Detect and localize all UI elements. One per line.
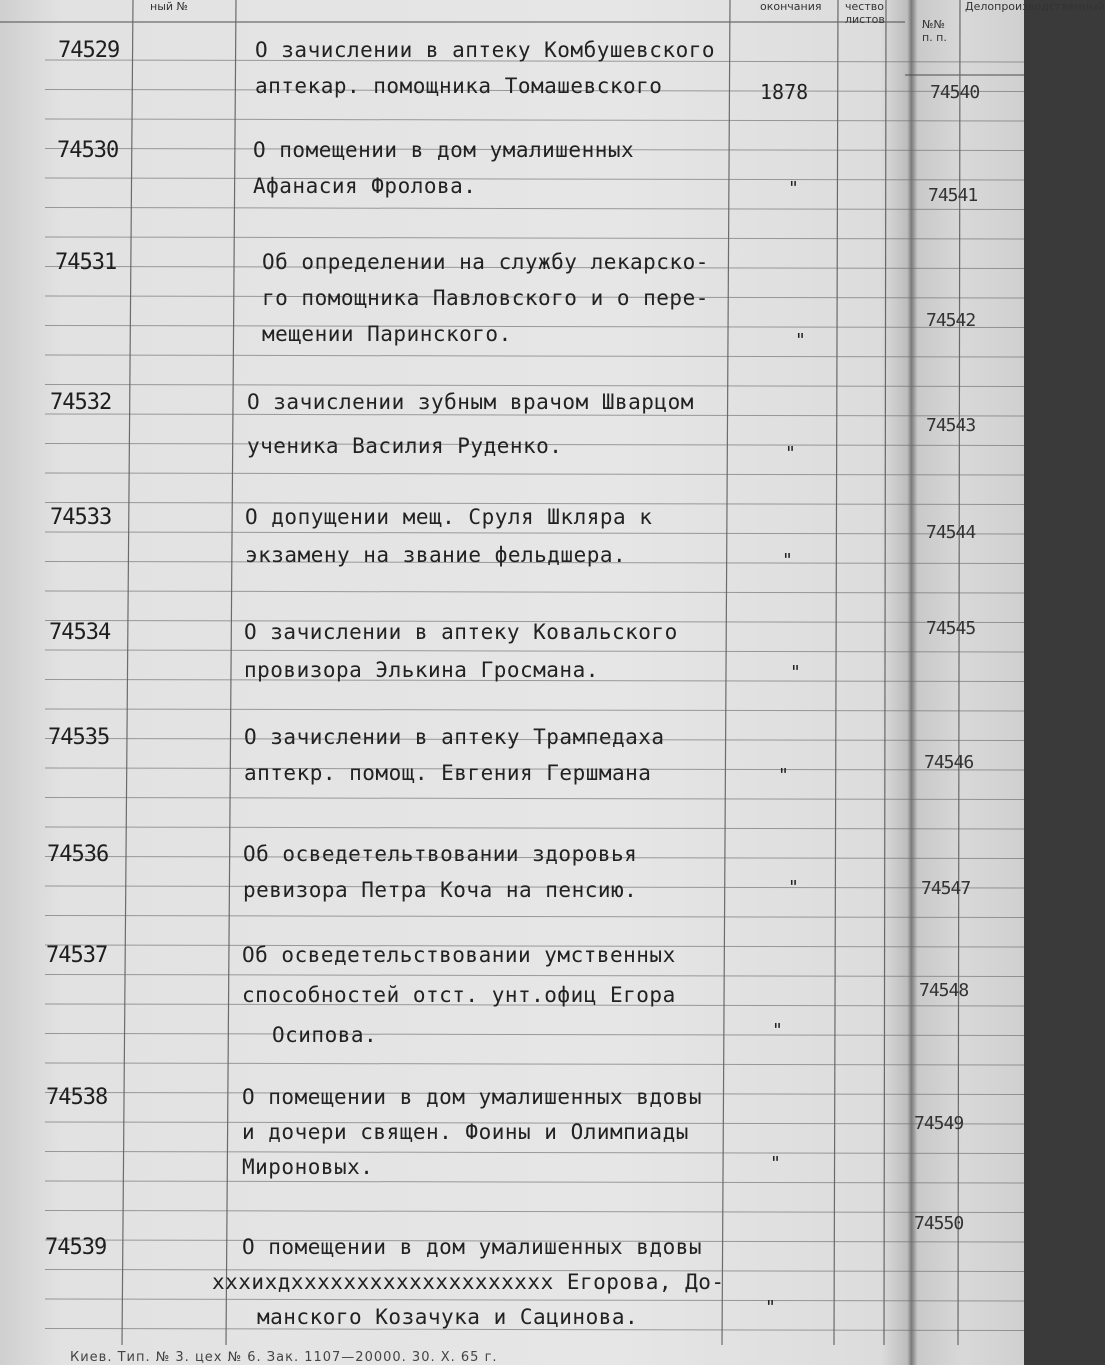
record-description-line: xxxиxдxxxxxxxxxxxxxxxxxxxx Егорова, До-: [212, 1270, 725, 1294]
record-description-line: аптекар. помощника Томашевского: [255, 74, 663, 98]
ruling-line: [45, 1211, 1024, 1213]
ruling-line: [45, 178, 1024, 180]
header-end-date: окончания: [760, 0, 822, 13]
ruling-line: [45, 1034, 1024, 1036]
right-page-record-number: 74544: [926, 522, 976, 543]
record-date-ditto: ": [790, 662, 801, 683]
right-page-record-number: 74547: [921, 878, 971, 899]
right-page-record-number: 74546: [924, 752, 974, 773]
record-description-line: ревизора Петра Коча на пенсию.: [243, 878, 638, 902]
header-right-number: №№ п. п.: [922, 18, 947, 44]
record-date-ditto: ": [772, 1020, 783, 1041]
record-date-ditto: ": [788, 178, 799, 199]
header-sheet-count: чество листов: [845, 0, 885, 26]
record-description-line: Об осведетельтвовании здоровья: [243, 842, 638, 866]
record-number: 74530: [57, 138, 119, 163]
record-date-ditto: ": [782, 550, 793, 571]
record-number: 74536: [47, 842, 109, 867]
ruling-line: [45, 237, 1024, 239]
record-date-ditto: ": [795, 330, 806, 351]
record-number: 74539: [45, 1235, 107, 1260]
ruling-line: [45, 650, 1024, 652]
record-number: 74538: [46, 1085, 108, 1110]
right-page-record-number: 74542: [926, 310, 976, 331]
record-description-line: способностей отст. унт.офиц Егора: [242, 983, 676, 1007]
ruling-line: [45, 709, 1024, 711]
ruling-line: [45, 355, 1024, 357]
right-page-record-number: 74540: [930, 82, 980, 103]
record-description-line: аптекр. помощ. Евгения Гершмана: [244, 761, 652, 785]
right-page-record-number: 74545: [926, 618, 976, 639]
print-footer: Киев. Тип. № 3. цех № 6. Зак. 1107—20000. 30. X. 65 г.: [70, 1350, 498, 1365]
record-date: 1878: [760, 80, 809, 104]
record-number: 74535: [48, 725, 110, 750]
record-description-line: и дочери священ. Фоины и Олимпиады: [242, 1120, 689, 1144]
record-number: 74537: [46, 943, 108, 968]
ruling-line: [45, 1299, 1024, 1301]
record-date-ditto: ": [770, 1153, 781, 1174]
record-number: 74529: [58, 38, 120, 63]
ruling-line: [45, 591, 1024, 593]
record-number: 74532: [50, 390, 112, 415]
record-date-ditto: ": [765, 1297, 776, 1318]
ruling-line: [45, 798, 1024, 800]
record-description-line: О зачислении в аптеку Ковальского: [244, 620, 678, 644]
right-page-record-number: 74549: [914, 1113, 964, 1134]
right-page-record-number: 74541: [928, 185, 978, 206]
record-date-ditto: ": [788, 877, 799, 898]
ruling-line: [45, 208, 1024, 210]
right-page-record-number: 74548: [919, 980, 969, 1001]
header-right-record: Делопроизводственный: [965, 0, 1105, 13]
record-description-line: О зачислении в аптеку Комбушевского: [255, 38, 716, 62]
record-description-line: О допущении мещ. Сруля Шкляра к: [245, 505, 653, 529]
record-description-line: Афанасия Фролова.: [253, 174, 477, 198]
record-description-line: Об определении на службу лекарско-: [262, 250, 709, 274]
record-number: 74534: [49, 620, 111, 645]
record-description-line: О помещении в дом умалишенных вдовы: [242, 1085, 703, 1109]
ruling-line: [45, 1181, 1024, 1183]
record-number: 74533: [50, 505, 112, 530]
record-date-ditto: ": [785, 443, 796, 464]
record-description-line: О помещении в дом умалишенных вдовы: [242, 1235, 703, 1259]
right-page-record-number: 74550: [914, 1213, 964, 1234]
ruling-line: [45, 827, 1024, 829]
ruling-line: [45, 326, 1024, 328]
record-description-line: О зачислении в аптеку Трампедаха: [244, 725, 665, 749]
ruling-line: [45, 975, 1024, 977]
record-description-line: мещении Паринского.: [262, 322, 512, 346]
ruling-line: [45, 385, 1024, 387]
record-description-line: манского Козачука и Сацинова.: [257, 1305, 639, 1329]
ruling-line: [45, 532, 1024, 534]
record-description-line: О помещении в дом умалишенных: [253, 138, 635, 162]
ruling-line: [45, 473, 1024, 475]
header-number-fragment: ный №: [150, 0, 188, 13]
record-description-line: Осипова.: [272, 1023, 378, 1047]
ruling-line: [45, 1152, 1024, 1154]
ruling-line: [45, 916, 1024, 918]
record-description-line: О зачислении зубным врачом Шварцом: [247, 390, 694, 414]
record-description-line: провизора Элькина Гросмана.: [244, 658, 599, 682]
record-description-line: го помощника Павловского и о пере-: [262, 286, 709, 310]
ruling-line: [45, 414, 1024, 416]
ruling-line: [45, 1063, 1024, 1065]
record-description-line: экзамену на звание фельдшера.: [245, 543, 627, 567]
record-date-ditto: ": [778, 765, 789, 786]
record-description-line: ученика Василия Руденко.: [247, 434, 563, 458]
record-number: 74531: [55, 250, 117, 275]
record-description-line: Об осведетельствовании умственных: [242, 943, 676, 967]
ruling-line: [45, 119, 1024, 121]
record-description-line: Мироновых.: [242, 1155, 374, 1179]
right-page-record-number: 74543: [926, 415, 976, 436]
